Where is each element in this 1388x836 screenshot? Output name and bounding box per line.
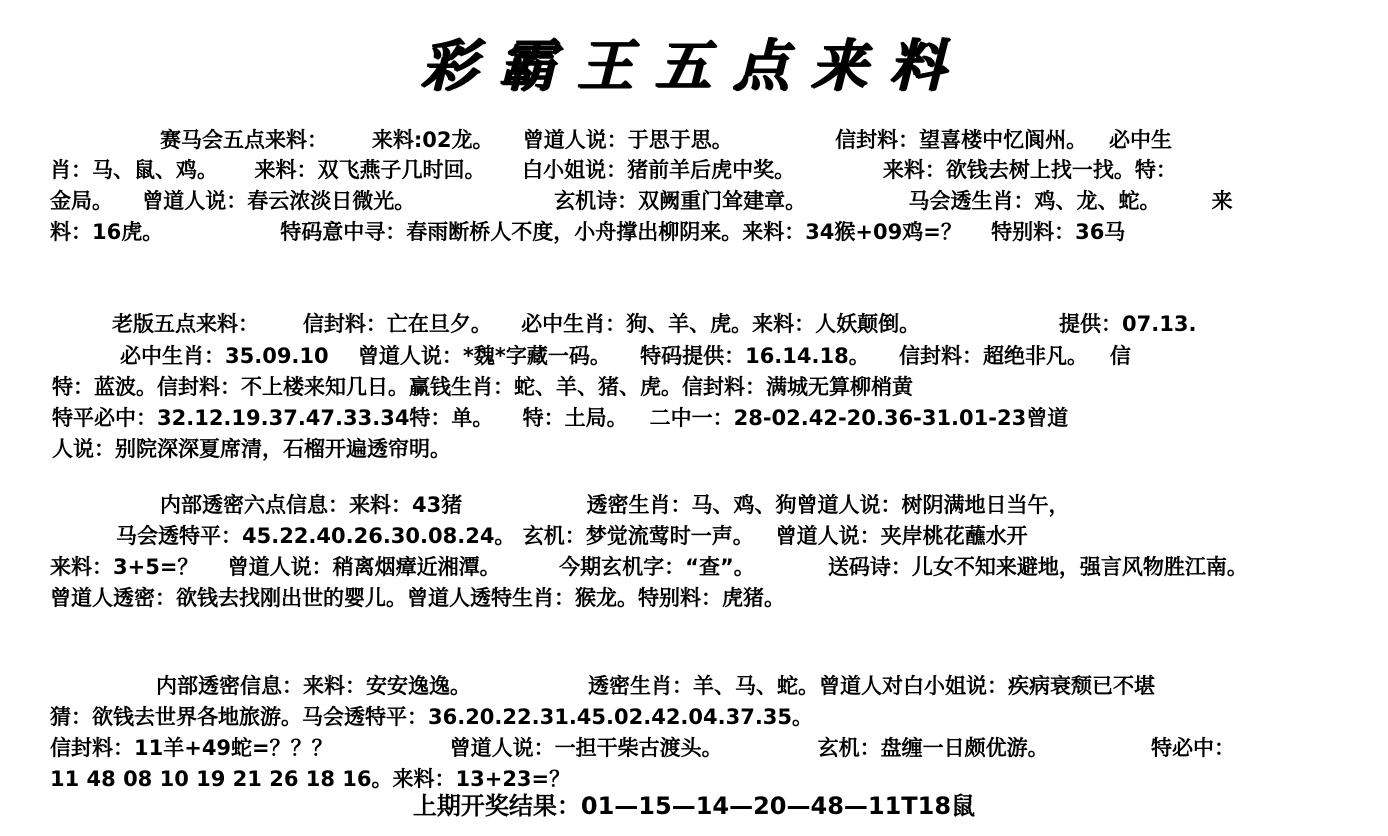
- section-1-line-4: 料：16虎。 特码意中寻：春雨断桥人不度，小舟撑出柳阴来。来料：34猴+09鸡=？ 特别料：36马: [50, 220, 1126, 244]
- section-4-line-4: 11 48 08 10 19 21 26 18 16。来料：13+23=？: [50, 767, 571, 791]
- section-4-line-1: 内部透密信息：来料：安安逸逸。 透密生肖：羊、马、蛇。曾道人对白小姐说：疾病衰颓已不堪: [156, 674, 1155, 698]
- section-3-line-1: 内部透密六点信息：来料：43猪 透密生肖：马、鸡、狗曾道人说：树阴满地日当午，: [160, 493, 1070, 517]
- previous-draw-result: 上期开奖结果：01—15—14—20—48—11T18鼠: [412, 792, 976, 820]
- section-3-line-4: 曾道人透密：欲钱去找刚出世的婴儿。曾道人透特生肖：猴龙。特别料：虎猪。: [50, 586, 785, 610]
- section-4-line-3: 信封料：11羊+49蛇=？？？ 曾道人说：一担干柴古渡头。 玄机：盘缠一日颇优游。 特必中：: [50, 736, 1236, 760]
- section-2-line-3: 特：蓝波。信封料：不上楼来知几日。赢钱生肖：蛇、羊、猪、虎。信封料：满城无算柳梢黄: [52, 375, 913, 399]
- section-1-line-2: 肖：马、鼠、鸡。 来料：双飞燕子几时回。 白小姐说：猪前羊后虎中奖。 来料：欲钱去树上找一找。特：: [50, 158, 1177, 182]
- section-2-line-4: 特平必中：32.12.19.37.47.33.34特：单。 特：土局。 二中一：28-02.42-20.36-31.01-23曾道: [52, 406, 1069, 430]
- section-2-line-1: 老版五点来料： 信封料：亡在旦夕。 必中生肖：狗、羊、虎。来料：人妖颠倒。 提供：07.13.: [112, 312, 1197, 336]
- page-title: 彩霸王五点来料: [421, 33, 967, 99]
- section-3-line-3: 来料：3+5=？ 曾道人说：稍离烟瘴近湘潭。 今期玄机字：“查”。 送码诗：儿女不知来避地，强言风物胜江南。: [50, 555, 1248, 579]
- section-2-line-2: 必中生肖：35.09.10 曾道人说：*魏*字藏一码。 特码提供：16.14.18。 信封料：超绝非凡。 信: [120, 344, 1131, 368]
- section-3-line-2: 马会透特平：45.22.40.26.30.08.24。 玄机：梦觉流莺时一声。 曾道人说：夹岸桃花蘸水开: [116, 524, 1028, 548]
- section-1-line-3: 金局。 曾道人说：春云浓淡日微光。 玄机诗：双阙重门耸建章。 马会透生肖：鸡、龙、蛇。 来: [50, 189, 1233, 213]
- section-1-line-1: 赛马会五点来料： 来料:02龙。 曾道人说：于思于思。 信封料：望喜楼中忆阆州。 必中生: [160, 128, 1173, 152]
- section-2-line-5: 人说：别院深深夏席清，石榴开遍透帘明。: [52, 437, 451, 461]
- section-4-line-2: 猜：欲钱去世界各地旅游。马会透特平：36.20.22.31.45.02.42.04.37.35。: [50, 705, 814, 729]
